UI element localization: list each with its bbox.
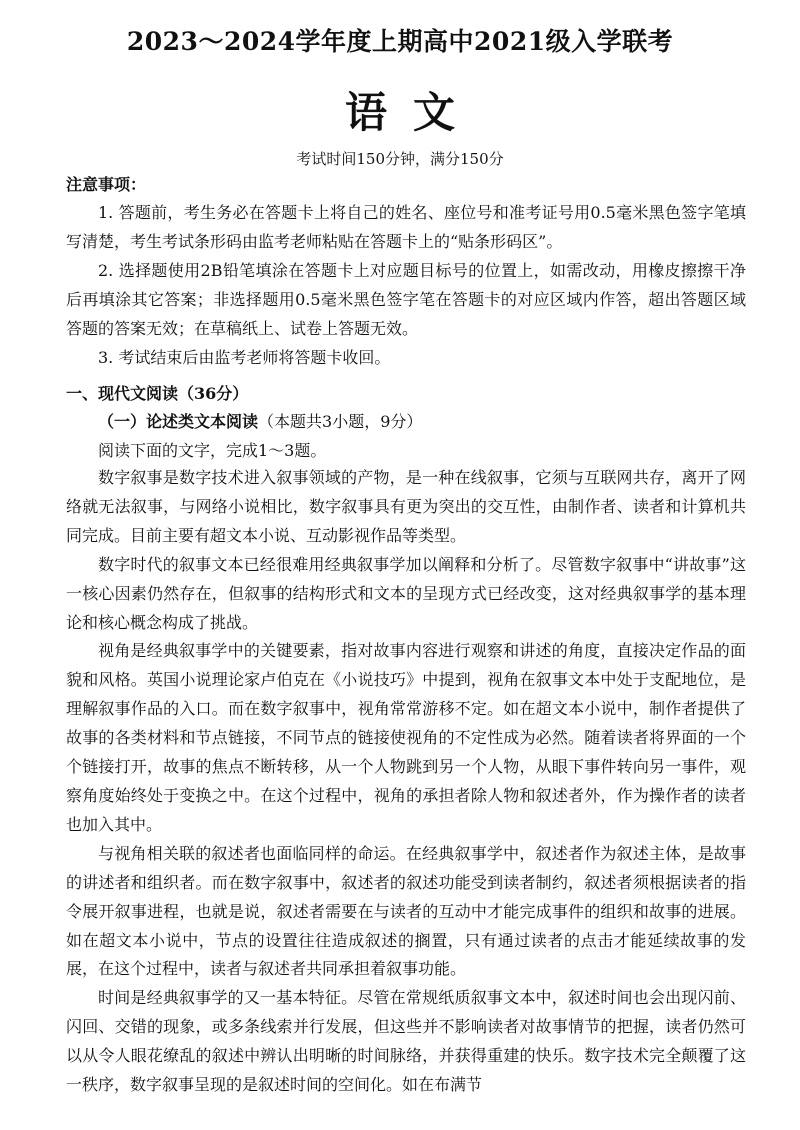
exam-title: 2023～2024学年度上期高中2021级入学联考: [126, 27, 674, 56]
passage-paragraph: 视角是经典叙事学中的关键要素，指对故事内容进行观察和讲述的角度，直接决定作品的面貌和风格。英国小说理论家卢伯克在《小说技巧》中提到，视角在叙事文本中处于支配地位，是理解叙事作品的入口。而在数字叙事中，视角常常游移不定。如在超文本小说中，制作者提供了故事的各类材料和节点链接，不同节点的链接使视角的不定性成为必然。随着读者将界面的一个个链接打开，故事的焦点不断转移，从一个人物跳到另一个人物，从眼下事件转向另一事件，观察角度始终处于变换之中。在这个过程中，视角的承担者除人物和叙述者外，作为操作者的读者也加入其中。: [66, 641, 746, 834]
notice-list: [66, 198, 746, 372]
reading-passage: [66, 464, 746, 1100]
notice-heading: 注意事项：: [66, 175, 147, 194]
notice-item: 1. 答题前，考生务必在答题卡上将自己的姓名、座位号和准考证号用0.5毫米黑色签字笔填写清楚，考生考试条形码由监考老师粘贴在答题卡上的“贴条形码区”。: [66, 203, 746, 251]
passage-paragraph: 数字时代的叙事文本已经很难用经典叙事学加以阐释和分析了。尽管数字叙事中“讲故事”这一核心因素仍然存在，但叙事的结构形式和文本的呈现方式已经改变，这对经典叙事学的基本理论和核心概念构成了挑战。: [66, 554, 746, 632]
section-heading: 一、现代文阅读（36分）: [66, 384, 249, 403]
exam-info: 考试时间150分钟，满分150分: [296, 150, 504, 168]
passage-paragraph: 数字叙事是数字技术进入叙事领域的产物，是一种在线叙事，它须与互联网共存，离开了网络就无法叙事，与网络小说相比，数字叙事具有更为突出的交互性，由制作者、读者和计算机共同完成。目前主要有超文本小说、互动影视作品等类型。: [66, 468, 746, 545]
notice-item: 2. 选择题使用2B铅笔填涂在答题卡上对应题目标号的位置上，如需改动，用橡皮擦擦干净后再填涂其它答案；非选择题用0.5毫米黑色签字笔在答题卡的对应区域内作答，超出答题区域答题的答案无效；在草稿纸上、试卷上答题无效。: [66, 261, 746, 338]
reading-instruction: 阅读下面的文字，完成1～3题。: [98, 441, 327, 460]
notice-item: 3. 考试结束后由监考老师将答题卡收回。: [98, 348, 391, 367]
subsection-heading: [66, 409, 746, 432]
subsection-label: （一）论述类文本阅读: [98, 412, 259, 431]
subsection-detail: （本题共3小题，9分）: [258, 412, 423, 431]
passage-paragraph: 时间是经典叙事学的又一基本特征。尽管在常规纸质叙事文本中，叙述时间也会出现闪前、闪回、交错的现象，或多条线索并行发展，但这些并不影响读者对故事情节的把握，读者仍然可以从令人眼花缭乱的叙述中辨认出明晰的时间脉络，并获得重建的快乐。数字技术完全颠覆了这一秩序，数字叙事呈现的是叙述时间的空间化。如在布满节: [66, 988, 746, 1095]
passage-paragraph: 与视角相关联的叙述者也面临同样的命运。在经典叙事学中，叙述者作为叙述主体，是故事的讲述者和组织者。而在数字叙事中，叙述者的叙述功能受到读者制约，叙述者须根据读者的指令展开叙事进程，也就是说，叙述者需要在与读者的互动中才能完成事件的组织和故事的进展。如在超文本小说中，节点的设置往往造成叙述的搁置，只有通过读者的点击才能延续故事的发展，在这个过程中，读者与叙述者共同承担着叙事功能。: [66, 843, 746, 979]
subject-title: 语文: [344, 88, 481, 137]
